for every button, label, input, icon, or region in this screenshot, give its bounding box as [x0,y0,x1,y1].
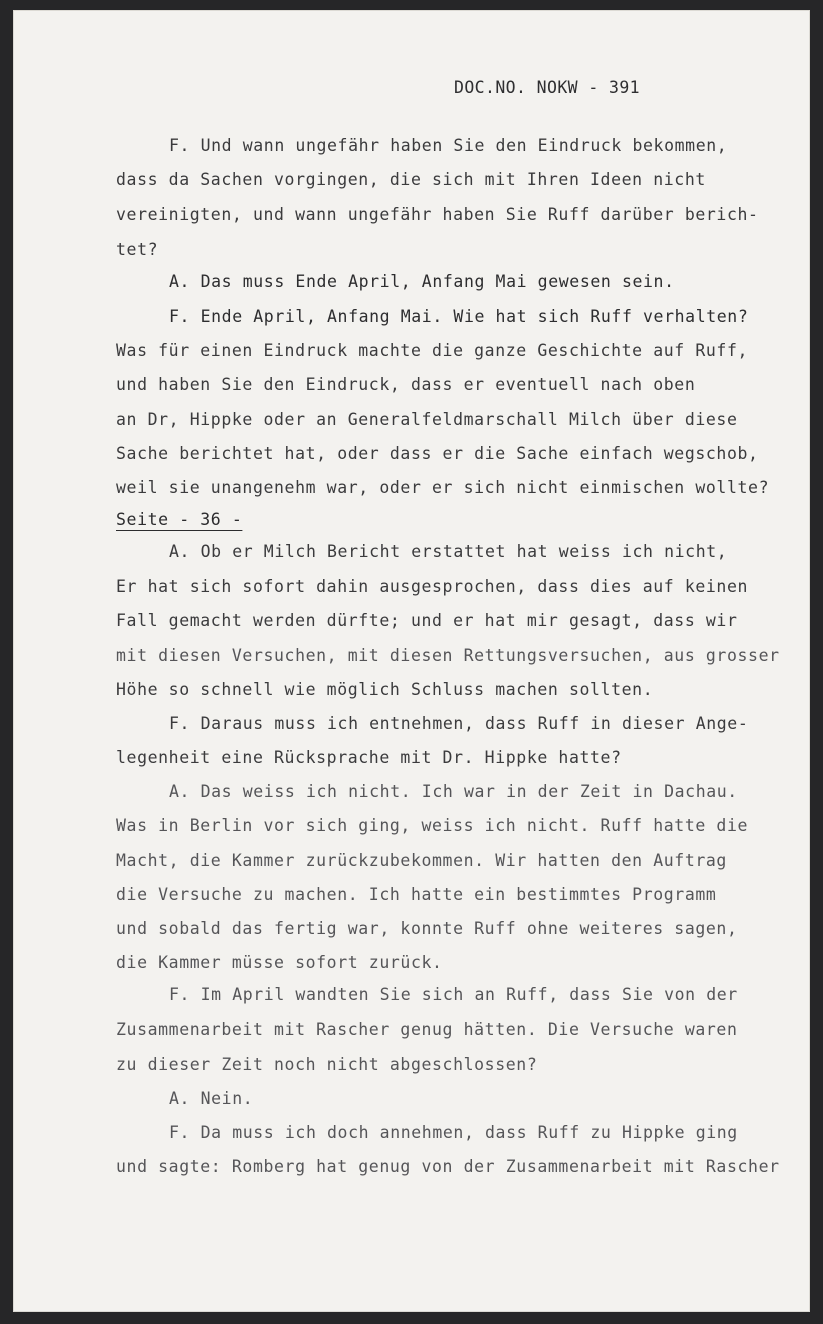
text-line: tet? [116,240,159,259]
text-line: und sobald das fertig war, konnte Ruff ohne weiteres sagen, [116,919,738,938]
text-line: Zusammenarbeit mit Rascher genug hätten. Die Versuche waren [116,1020,738,1039]
text-line: und haben Sie den Eindruck, dass er eventuell nach oben [116,375,696,394]
text-line: A. Ob er Milch Bericht erstattet hat weiss ich nicht, [169,542,728,561]
text-line: die Versuche zu machen. Ich hatte ein bestimmtes Programm [116,885,717,904]
text-line: A. Das muss Ende April, Anfang Mai gewesen sein. [169,272,675,291]
text-line: F. Im April wandten Sie sich an Ruff, dass Sie von der [169,985,738,1004]
text-line: Fall gemacht werden dürfte; und er hat mir gesagt, dass wir [116,611,738,630]
text-line: die Kammer müsse sofort zurück. [116,953,443,972]
text-line: zu dieser Zeit noch nicht abgeschlossen? [116,1055,538,1074]
text-line: Er hat sich sofort dahin ausgesprochen, dass dies auf keinen [116,577,749,596]
text-line: Macht, die Kammer zurückzubekommen. Wir hatten den Auftrag [116,851,727,870]
text-line: weil sie unangenehm war, oder er sich nicht einmischen wollte? [116,478,770,497]
page-reference-heading: Seite - 36 - [116,510,243,529]
text-line: vereinigten, und wann ungefähr haben Sie Ruff darüber berich- [116,205,759,224]
text-line: an Dr, Hippke oder an Generalfeldmarschall Milch über diese [116,410,738,429]
text-line: F. Und wann ungefähr haben Sie den Eindruck bekommen, [169,136,728,155]
text-line: und sagte: Romberg hat genug von der Zusammenarbeit mit Rascher [116,1157,780,1176]
text-line: Höhe so schnell wie möglich Schluss machen sollten. [116,680,654,699]
text-line: Was in Berlin vor sich ging, weiss ich nicht. Ruff hatte die [116,816,749,835]
document-page [13,10,810,1312]
text-line: A. Das weiss ich nicht. Ich war in der Zeit in Dachau. [169,782,738,801]
text-line: A. Nein. [169,1089,254,1108]
text-line: legenheit eine Rücksprache mit Dr. Hippke hatte? [116,748,622,767]
text-line: Was für einen Eindruck machte die ganze Geschichte auf Ruff, [116,341,749,360]
document-number: DOC.NO. NOKW - 391 [454,78,641,97]
text-line: F. Da muss ich doch annehmen, dass Ruff zu Hippke ging [169,1123,738,1142]
text-line: F. Daraus muss ich entnehmen, dass Ruff in dieser Ange- [169,714,749,733]
text-line: Sache berichtet hat, oder dass er die Sache einfach wegschob, [116,444,759,463]
text-line: mit diesen Versuchen, mit diesen Rettungsversuchen, aus grosser [116,646,780,665]
text-line: F. Ende April, Anfang Mai. Wie hat sich Ruff verhalten? [169,307,749,326]
text-line: dass da Sachen vorgingen, die sich mit Ihren Ideen nicht [116,170,706,189]
